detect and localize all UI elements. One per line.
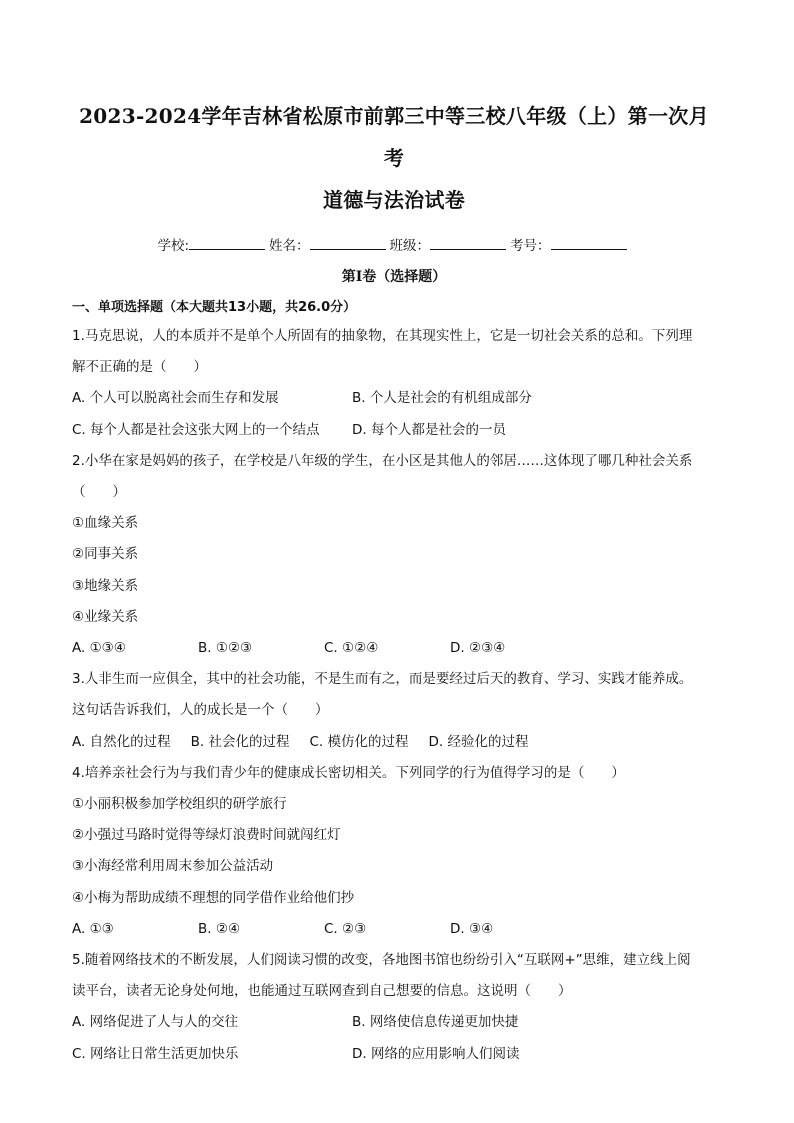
question-item: ③小海经常利用周末参加公益活动 bbox=[72, 858, 274, 875]
question-item: ②同事关系 bbox=[72, 546, 139, 563]
exam-title-line2: 道德与法治试卷 bbox=[322, 188, 466, 212]
question-item: ①血缘关系 bbox=[72, 515, 139, 532]
option-d: D. 经验化的过程 bbox=[428, 733, 529, 750]
volume-heading: 第Ⅰ卷（选择题） bbox=[341, 269, 447, 285]
question-stem-line: 2.小华在家是妈妈的孩子，在学校是八年级的学生，在小区是其他人的邻居……这体现了哪几种社会关系 bbox=[72, 452, 693, 469]
question-item: ④小梅为帮助成绩不理想的同学借作业给他们抄 bbox=[72, 889, 355, 906]
option-b: B. ①②③ bbox=[198, 640, 253, 657]
option-a: A. 网络促进了人与人的交往 bbox=[72, 1014, 239, 1031]
option-d: D. ③④ bbox=[450, 920, 494, 937]
section-heading: 一、单项选择题（本大题共13小题，共26.0分） bbox=[72, 300, 357, 315]
question-2 bbox=[72, 446, 716, 664]
option-b: B. 社会化的过程 bbox=[190, 733, 290, 750]
question-item: ①小丽积极参加学校组织的研学旅行 bbox=[72, 796, 287, 813]
question-item: ④业缘关系 bbox=[72, 608, 139, 625]
option-d: D. 每个人都是社会的一员 bbox=[352, 421, 506, 438]
option-a: A. 个人可以脱离社会而生存和发展 bbox=[72, 390, 279, 407]
question-stem-line: 这句话告诉我们，人的成长是一个（ ） bbox=[72, 702, 329, 719]
school-label: 学校: bbox=[157, 238, 190, 254]
option-a: A. ①③ bbox=[72, 920, 114, 937]
class-label: 班级： bbox=[389, 238, 431, 254]
option-row bbox=[72, 383, 716, 414]
question-stem-line: 解不正确的是（ ） bbox=[72, 359, 207, 376]
option-row bbox=[72, 914, 716, 945]
option-row bbox=[72, 1039, 716, 1070]
option-b: B. 个人是社会的有机组成部分 bbox=[352, 390, 532, 407]
question-stem-line: 读平台，读者无论身处何地，也能通过互联网查到自己想要的信息。这说明（ ） bbox=[72, 983, 572, 1000]
question-4 bbox=[72, 758, 716, 945]
option-c: C. ①②④ bbox=[324, 640, 379, 657]
option-a: A. 自然化的过程 bbox=[72, 733, 171, 750]
question-stem-line: 3.人非生而一应俱全，其中的社会功能，不是生而有之，而是要经过后天的教育、学习、实践才能养成。 bbox=[72, 671, 693, 688]
school-blank bbox=[189, 235, 265, 250]
option-row bbox=[72, 727, 716, 758]
question-3 bbox=[72, 664, 716, 758]
option-row bbox=[72, 633, 716, 664]
question-stem-line: （ ） bbox=[72, 484, 126, 501]
question-5 bbox=[72, 945, 716, 1070]
number-blank bbox=[551, 235, 627, 250]
option-a: A. ①③④ bbox=[72, 640, 126, 657]
number-label: 考号： bbox=[510, 238, 551, 254]
class-blank bbox=[430, 235, 506, 250]
exam-title-line1: 2023-2024学年吉林省松原市前郭三中等三校八年级（上）第一次月考 bbox=[79, 104, 709, 170]
option-d: D. ②③④ bbox=[450, 640, 506, 657]
option-c: C. 网络让日常生活更加快乐 bbox=[72, 1045, 239, 1062]
option-row bbox=[72, 1007, 716, 1038]
name-label: 姓名： bbox=[269, 238, 310, 254]
option-c: C. ②③ bbox=[324, 920, 367, 937]
option-b: B. ②④ bbox=[198, 920, 241, 937]
exam-title bbox=[72, 95, 716, 221]
name-blank bbox=[310, 235, 386, 250]
option-c: C. 模仿化的过程 bbox=[309, 733, 409, 750]
option-d: D. 网络的应用影响人们阅读 bbox=[352, 1045, 520, 1062]
student-info-row bbox=[72, 235, 716, 257]
question-stem-line: 5.随着网络技术的不断发展，人们阅读习惯的改变，各地图书馆也纷纷引入“互联网+”思维，建立线上阅 bbox=[72, 952, 691, 969]
question-stem-line: 4.培养亲社会行为与我们青少年的健康成长密切相关。下列同学的行为值得学习的是（ ） bbox=[72, 764, 625, 781]
question-1 bbox=[72, 321, 716, 446]
option-b: B. 网络使信息传递更加快捷 bbox=[352, 1014, 519, 1031]
option-row bbox=[72, 415, 716, 446]
question-item: ③地缘关系 bbox=[72, 577, 139, 594]
option-c: C. 每个人都是社会这张大网上的一个结点 bbox=[72, 421, 320, 438]
question-item: ②小强过马路时觉得等绿灯浪费时间就闯红灯 bbox=[72, 827, 341, 844]
question-stem-line: 1.马克思说，人的本质并不是单个人所固有的抽象物，在其现实性上，它是一切社会关系的总和。下列理 bbox=[72, 328, 693, 344]
